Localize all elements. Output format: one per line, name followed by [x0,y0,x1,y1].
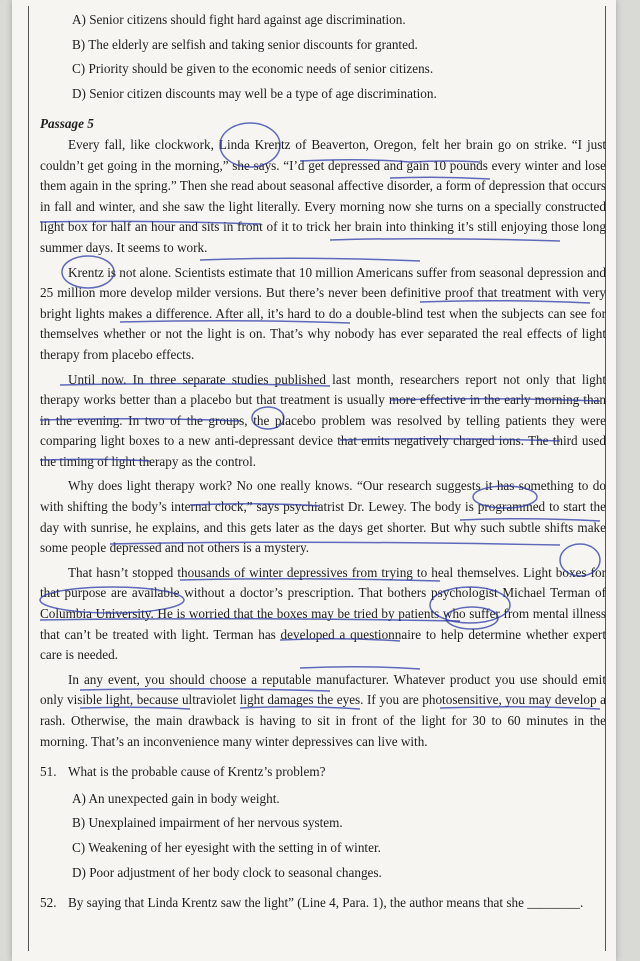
option-c: C) Priority should be given to the economic needs of senior citizens. [72,61,434,77]
option-b: B) The elderly are selfish and taking senior discounts for granted. [72,36,418,52]
passage-paragraph-1: Every fall, like clockwork, Linda Krentz of Beaverton, Oregon, felt her brain go on strike. “I just couldn’t get going in the morning,” she says. “I’d get depressed and gain 10 pounds every winter and lose them again in the spring.” Then she read about seasonal affective disorder, a form of depression that occurs in fall and winter, and she saw the light literally. Every morning now she turns on a specially constructed light box for half an hour and sits in front of it to trick her brain into thinking it’s still enjoying those long summer days. It seems to work. [40,136,606,255]
passage-title: Passage 5 [40,116,94,132]
question-51 [40,762,606,883]
passage-paragraph-2: Krentz is not alone. Scientists estimate that 10 million Americans suffer from seasonal depression and 25 million more develop milder versions. But there’s never been definitive proof that treatment with very bright lights makes a difference. After all, it’s hard to do a double-blind test when the subjects can see for themselves whether or not the light is on. That’s why nobody has ever separated the real effects of light therapy from placebo effects. [40,264,606,362]
q51-option-d: D) Poor adjustment of her body clock to seasonal changes. [72,864,382,880]
passage-paragraph-3: Until now. In three separate studies published last month, researchers report not only that light therapy works better than a placebo but that treatment is usually more effective in the early morning than in the evening. In two of the groups, the placebo problem was resolved by telling patients they were comparing light boxes to a new anti-depressant device that emits negatively charged ions. The third used the timing of light therapy as the control. [40,371,606,469]
passage-body [40,135,606,752]
previous-question-options [40,10,606,104]
question-number: 51. [40,764,57,780]
q51-option-b: B) Unexplained impairment of her nervous system. [72,815,343,831]
passage-paragraph-6: In any event, you should choose a reputable manufacturer. Whatever product you use should emit only visible light, because ultraviolet light damages the eyes. If you are photosensitive, you may develop a rash. Otherwise, the main drawback is having to sit in front of the light for 30 to 60 minutes in the morning. That’s an inconvenience many winter depressives can live with. [40,671,606,749]
question-number: 52. [40,895,57,911]
option-a: A) Senior citizens should fight hard against age discrimination. [72,12,406,27]
exam-page [12,0,616,961]
passage-paragraph-4: Why does light therapy work? No one really knows. “Our research suggests it has something to do with shifting the body’s internal clock,” says psychiatrist Dr. Lewey. The body is programmed to start the day with sunrise, he explains, and this gets later as the days get shorter. But why such subtle shifts make some people depressed and not others is a mystery. [40,478,606,556]
passage-paragraph-5: That hasn’t stopped thousands of winter depressives from trying to heal themselves. Light boxes for that purpose are available without a doctor’s prescription. That bothers psychologist Michael Terman of Columbia University. He is worried that the boxes may be tried by patients who suffer from mental illness that can’t be treated with light. Terman has developed a questionnaire to help determine whether expert care is needed. [40,564,606,663]
text-column [40,10,606,920]
question-stem: What is the probable cause of Krentz’s problem? [68,764,326,780]
question-52 [40,893,606,914]
option-d: D) Senior citizen discounts may well be a type of age discrimination. [72,85,437,101]
question-stem: By saying that Linda Krentz saw the light” (Line 4, Para. 1), the author means that she ________. [68,895,584,911]
q51-option-a: A) An unexpected gain in body weight. [72,790,280,806]
q51-option-c: C) Weakening of her eyesight with the setting in of winter. [72,839,381,855]
